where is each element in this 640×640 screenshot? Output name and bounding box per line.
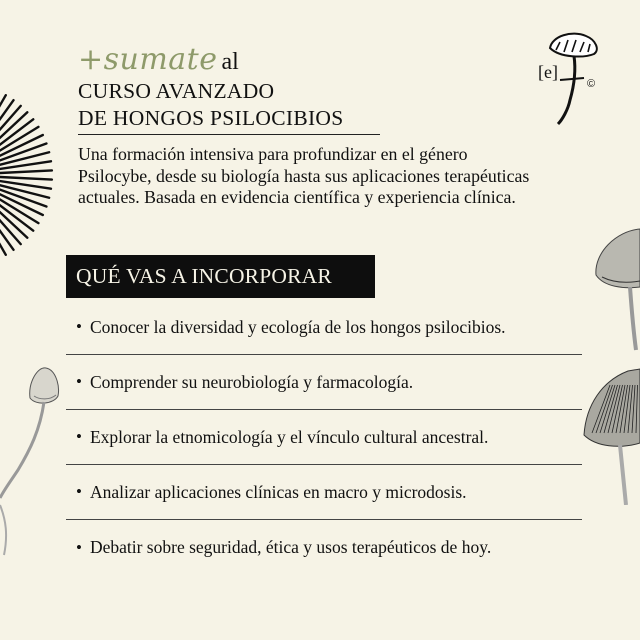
list-item (66, 520, 582, 575)
bullet-icon: • (76, 427, 82, 446)
title-divider (78, 134, 380, 135)
section-heading: QUÉ VAS A INCORPORAR (66, 255, 375, 298)
tagline-script: +sumate (78, 42, 218, 77)
tagline-suffix: al (221, 49, 239, 75)
bullet-icon: • (76, 317, 82, 336)
course-description (78, 144, 638, 209)
list-item (66, 410, 582, 465)
mushroom-cluster-illustration (580, 225, 640, 505)
course-title (78, 78, 344, 132)
course-title-line2: DE HONGOS PSILOCIBIOS (78, 106, 344, 130)
mushroom-gills-illustration (0, 60, 60, 290)
description-line: Psilocybe, desde su biología hasta sus aplicaciones terapéuticas (78, 165, 530, 186)
copyright-mark: © (587, 78, 596, 90)
list-item-text: Analizar aplicaciones clínicas en macro y microdosis. (89, 481, 467, 502)
list-item (66, 465, 582, 520)
bullet-icon: • (76, 482, 82, 501)
tagline (78, 42, 239, 77)
bullet-icon: • (76, 537, 82, 557)
list-item-text: Debatir sobre seguridad, ética y usos terapéuticos de hoy. (89, 537, 492, 557)
list-item-text: Explorar la etnomicología y el vínculo cultural ancestral. (89, 426, 489, 447)
bullet-list (66, 300, 582, 575)
description-line: Una formación intensiva para profundizar en el género (78, 144, 468, 164)
description-line: actuales. Basada en evidencia científica y experiencia clínica. (78, 187, 516, 207)
mushroom-small-illustration (0, 360, 70, 560)
list-item (66, 300, 582, 355)
list-item (66, 355, 582, 410)
brand-logo (530, 30, 605, 130)
logo-text: [e] (538, 62, 558, 82)
list-item-text: Conocer la diversidad y ecología de los hongos psilocibios. (89, 316, 506, 337)
list-item-text: Comprender su neurobiología y farmacología. (89, 371, 414, 392)
course-title-line1: CURSO AVANZADO (78, 79, 275, 103)
bullet-icon: • (76, 372, 82, 391)
